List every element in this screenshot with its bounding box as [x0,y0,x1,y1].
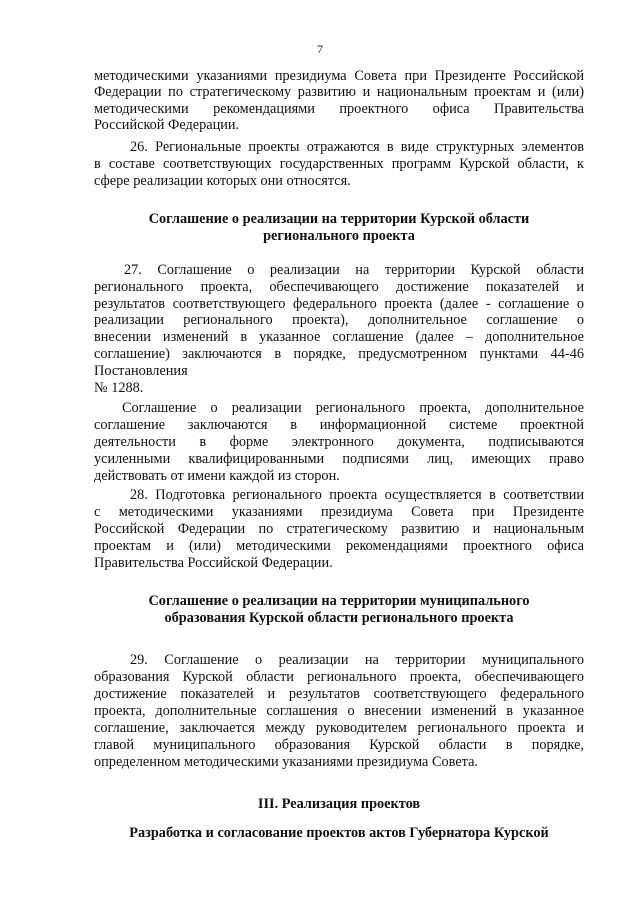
section-heading: Разработка и согласование проектов актов Губернатора Курской [129,825,549,841]
page-number: 7 [317,42,323,56]
paragraph-27-line: Постановления [94,363,188,379]
paragraph-26-line: сфере реализации которых они относятся. [94,173,351,189]
section-heading: Соглашение о реализации на территории муниципального [148,593,530,609]
paragraph-29-line: определенном методическими указаниями президиума Совета. [94,754,479,770]
paragraph-29-line: соглашение, заключается между руководителем регионального проекта и [94,720,584,736]
paragraph-26-line: 26. Региональные проекты отражаются в виде структурных элементов [130,139,584,155]
paragraph-28-line: проектам и (или) методическими рекомендациями проектного офиса [94,538,584,554]
text-line: Российской Федерации. [94,117,240,133]
paragraph-27-line: реализации регионального проекта), дополнительное соглашение о [94,312,584,328]
paragraph-29-line: образования Курской области регионального проекта, обеспечивающего [94,669,584,685]
paragraph-27b-line: соглашение заключаются в информационной системе проектной [94,417,584,433]
paragraph-27-line: № 1288. [94,380,144,396]
paragraph-27-line: результатов соответствующего федерального проекта (далее - соглашение о [94,296,584,312]
paragraph-28-line: 28. Подготовка регионального проекта осуществляется в соответствии [130,487,584,503]
text-line: Федерации по стратегическому развитию и национальным проектам и (или) [94,84,584,100]
paragraph-27-line: внесении изменений в указанное соглашение (далее – дополнительное [94,329,584,345]
section-heading: Соглашение о реализации на территории Курской области [148,211,530,227]
section-heading: образования Курской области регионального проекта [164,610,514,626]
paragraph-27-line: 27. Соглашение о реализации на территории Курской области [124,262,584,278]
paragraph-27b-line: усиленными квалифицированными подписями лиц, имеющих право [94,451,584,467]
paragraph-28-line: Российской Федерации по стратегическому развитию и национальным [94,521,584,537]
paragraph-29-line: главой муниципального образования Курской области в порядке, [94,737,584,753]
text-line: методическими указаниями президиума Совета при Президенте Российской [94,68,584,84]
paragraph-27b-line: деятельности в форме электронного документа, подписываются [94,434,584,450]
paragraph-29-line: проекта, дополнительные соглашения о внесении изменений в указанное [94,703,584,719]
paragraph-28-line: Правительства Российской Федерации. [94,555,333,571]
paragraph-29-line: 29. Соглашение о реализации на территории муниципального [130,652,584,668]
paragraph-27-line: регионального проекта, обеспечивающего достижение показателей и [94,279,584,295]
paragraph-27b-line: Соглашение о реализации регионального проекта, дополнительное [122,400,584,416]
paragraph-29-line: достижение показателей и результатов соответствующего федерального [94,686,584,702]
paragraph-26-line: в составе соответствующих государственных программ Курской области, к [94,156,584,172]
chapter-heading: III. Реализация проектов [257,796,421,812]
text-line: методическими рекомендациями проектного офиса Правительства [94,101,584,117]
paragraph-27-line: соглашение) заключаются в порядке, предусмотренном пунктами 44-46 [94,346,584,362]
section-heading: регионального проекта [263,228,415,244]
paragraph-27b-line: действовать от имени каждой из сторон. [94,468,340,484]
paragraph-28-line: с методическими указаниями президиума Совета при Президенте [94,504,584,520]
